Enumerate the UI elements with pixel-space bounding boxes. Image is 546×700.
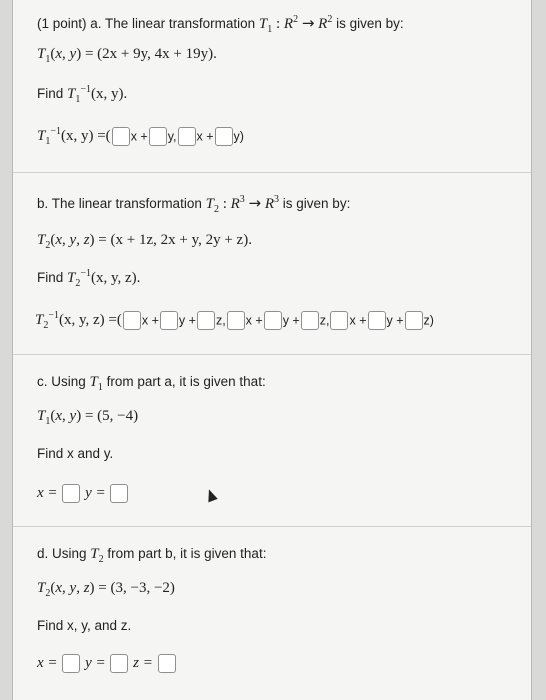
b-sep-close: z) xyxy=(423,313,434,328)
a-sep-close: y) xyxy=(233,129,244,144)
b-answer-box-6[interactable] xyxy=(301,311,319,330)
b-answer-box-8[interactable] xyxy=(368,311,386,330)
part-c-answer-row xyxy=(37,484,129,503)
part-b-definition: $T_2(x$, y, z) = (x + 1z, 2x + y, 2y + z). xyxy=(37,232,252,251)
part-a-answer-lhs: (x, y) =( xyxy=(60,128,111,144)
part-c-header: c. Using $T_1$ from part a, it is given that: xyxy=(37,374,266,393)
problem-card xyxy=(12,0,532,700)
part-c-header-text: c. Using xyxy=(37,374,90,389)
d-z-label: z = xyxy=(133,655,153,672)
b-sep-3: z, xyxy=(215,313,226,328)
divider-a-b xyxy=(13,172,531,173)
part-d-header-text: d. Using xyxy=(37,546,91,561)
part-c-given: $T_1(x$, y) = (5, −4) xyxy=(37,408,139,427)
part-b-find: Find $T_2^{-1}(x$, y, z). xyxy=(37,268,141,289)
b-answer-box-3[interactable] xyxy=(197,311,215,330)
b-sep-1: x + xyxy=(141,313,159,328)
part-a-definition-rhs: = (2x + 9y, 4x + 19y). xyxy=(81,46,217,62)
part-a-header-suffix: is given by: xyxy=(332,16,404,31)
a-answer-box-2[interactable] xyxy=(149,127,167,146)
b-sep-7: x + xyxy=(349,313,367,328)
part-d-given-rhs: = (3, −3, −2) xyxy=(94,580,175,596)
b-sep-2: y + xyxy=(178,313,196,328)
c-x-label: x = xyxy=(37,485,58,502)
b-answer-box-5[interactable] xyxy=(264,311,282,330)
b-sep-5: y + xyxy=(282,313,300,328)
part-c-header-suffix: from part a, it is given that: xyxy=(102,374,266,389)
d-z-answer-box[interactable] xyxy=(158,654,176,673)
b-sep-8: y + xyxy=(386,313,404,328)
a-answer-box-3[interactable] xyxy=(178,127,196,146)
part-b-definition-rhs: = (x + 1z, 2x + y, 2y + z). xyxy=(94,232,252,248)
part-d-given: $T_2(x$, y, z) = (3, −3, −2) xyxy=(37,580,175,599)
d-x-answer-box[interactable] xyxy=(62,654,80,673)
c-x-answer-box[interactable] xyxy=(62,484,80,503)
d-x-label: x = xyxy=(37,655,58,672)
a-sep-3: x + xyxy=(196,129,214,144)
part-a-find-arg: (x, y). xyxy=(91,86,128,102)
part-b-answer-row: $T_2^{-1}(x$, y, z) =( x + y + z, x + y + z, x + y + z) xyxy=(35,310,434,331)
b-answer-box-9[interactable] xyxy=(405,311,423,330)
part-c-given-rhs: = (5, −4) xyxy=(81,408,139,424)
part-a-header: (1 point) a. The linear transformation $T_1$ : $R^2 \to R^2$ is given by: xyxy=(37,14,404,35)
a-answer-box-4[interactable] xyxy=(215,127,233,146)
part-a-answer-row: $T_1^{-1}(x$, y) =( x + y, x + y) xyxy=(37,126,244,147)
a-answer-box-1[interactable] xyxy=(112,127,130,146)
part-a-definition: $T_1(x$, y) = (2x + 9y, 4x + 19y). xyxy=(37,46,217,65)
part-d-find: Find x, y, and z. xyxy=(37,618,132,633)
d-y-answer-box[interactable] xyxy=(110,654,128,673)
part-b-header: b. The linear transformation $T_2$ : $R^3 \to R^3$ is given by: xyxy=(37,194,351,215)
part-a-header-text: (1 point) a. The linear transformation xyxy=(37,16,259,31)
part-d-header: d. Using $T_2$ from part b, it is given that: xyxy=(37,546,267,565)
part-b-header-suffix: is given by: xyxy=(279,196,351,211)
b-answer-box-4[interactable] xyxy=(227,311,245,330)
d-y-label: y = xyxy=(85,655,106,672)
b-sep-6: z, xyxy=(319,313,330,328)
a-sep-2: y, xyxy=(167,129,177,144)
divider-c-d xyxy=(13,526,531,527)
part-b-answer-lhs: (x, y, z) =( xyxy=(58,312,122,328)
part-b-find-arg: (x, y, z). xyxy=(91,270,141,286)
a-sep-1: x + xyxy=(130,129,148,144)
mouse-cursor-icon xyxy=(204,488,218,503)
c-y-answer-box[interactable] xyxy=(110,484,128,503)
b-answer-box-1[interactable] xyxy=(123,311,141,330)
part-c-find: Find x and y. xyxy=(37,446,114,461)
part-d-answer-row xyxy=(37,654,177,673)
part-d-header-suffix: from part b, it is given that: xyxy=(103,546,267,561)
part-a-find-label: Find xyxy=(37,86,68,101)
part-a-find: Find $T_1^{-1}(x$, y). xyxy=(37,84,128,105)
b-sep-4: x + xyxy=(245,313,263,328)
part-b-find-label: Find xyxy=(37,270,68,285)
c-y-label: y = xyxy=(85,485,106,502)
divider-b-c xyxy=(13,354,531,355)
b-answer-box-2[interactable] xyxy=(160,311,178,330)
part-b-header-text: b. The linear transformation xyxy=(37,196,206,211)
b-answer-box-7[interactable] xyxy=(330,311,348,330)
